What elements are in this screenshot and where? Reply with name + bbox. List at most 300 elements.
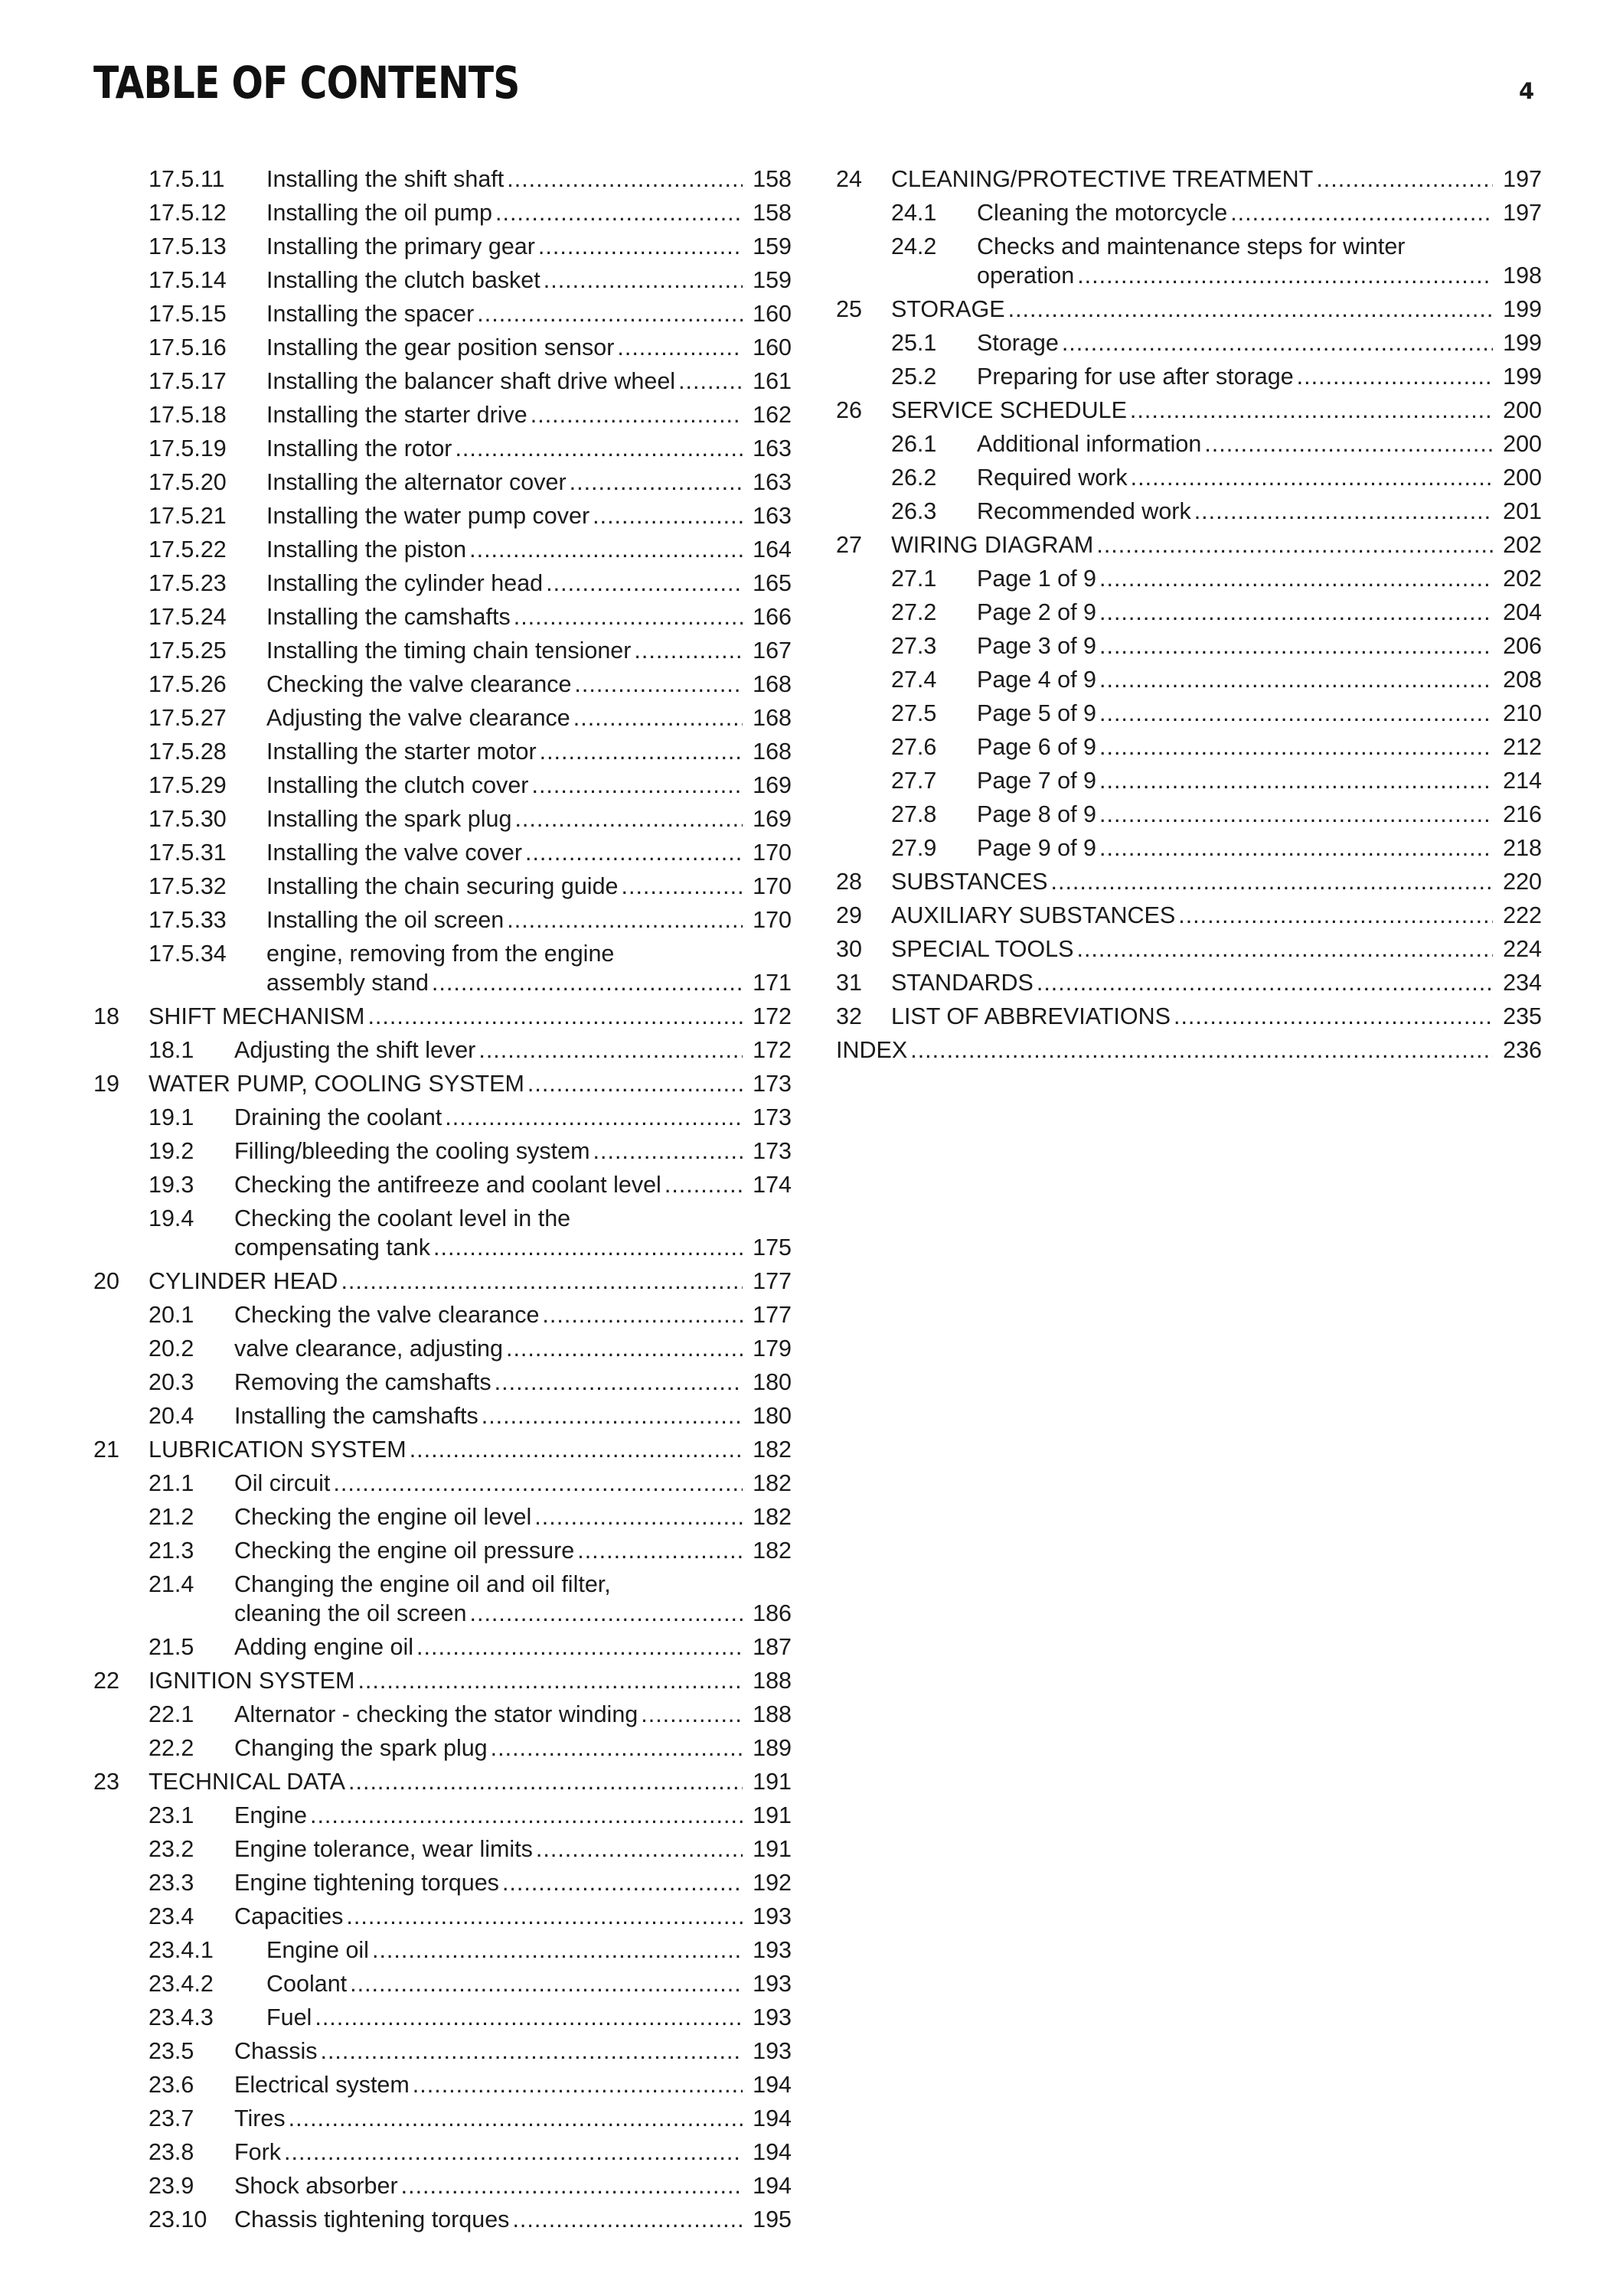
toc-entry[interactable] bbox=[93, 2169, 792, 2203]
page-title: TABLE OF CONTENTS bbox=[93, 57, 520, 109]
toc-entry-title: Installing the piston bbox=[266, 536, 467, 563]
dot-leader bbox=[593, 1134, 743, 1168]
dot-leader bbox=[410, 1433, 743, 1466]
dot-leader bbox=[495, 1365, 743, 1399]
toc-entry-title: Page 9 of 9 bbox=[977, 835, 1097, 861]
toc-entry-page: 200 bbox=[1503, 431, 1542, 457]
toc-entry-page: 193 bbox=[753, 1903, 792, 1929]
toc-entry-page: 180 bbox=[753, 1369, 792, 1395]
toc-entry-page: 165 bbox=[753, 570, 792, 596]
toc-entry-number: 23.6 bbox=[149, 2072, 194, 2098]
dot-leader bbox=[1096, 528, 1493, 562]
dot-leader bbox=[531, 768, 743, 802]
toc-entry-page: 163 bbox=[753, 435, 792, 461]
toc-entry-page: 182 bbox=[753, 1470, 792, 1496]
toc-entry-number: 23.2 bbox=[149, 1836, 194, 1862]
dot-leader bbox=[1204, 427, 1493, 461]
toc-entry[interactable] bbox=[93, 802, 792, 836]
toc-entry-number: 21.5 bbox=[149, 1634, 194, 1660]
dot-leader bbox=[367, 1000, 743, 1033]
toc-entry-page: 208 bbox=[1503, 667, 1542, 693]
toc-entry[interactable] bbox=[836, 629, 1542, 663]
toc-entry-title: Engine tolerance, wear limits bbox=[234, 1836, 533, 1862]
toc-entry-title: CYLINDER HEAD bbox=[149, 1268, 338, 1294]
toc-entry-number: 28 bbox=[836, 869, 862, 895]
toc-entry-page: 174 bbox=[753, 1172, 792, 1198]
toc-entry-number: 26.1 bbox=[891, 431, 937, 457]
toc-entry-number: 17.5.32 bbox=[149, 873, 227, 899]
toc-entry[interactable] bbox=[93, 1567, 792, 1630]
toc-entry[interactable] bbox=[93, 836, 792, 869]
toc-entry-title: Installing the spark plug bbox=[266, 806, 512, 832]
dot-leader bbox=[478, 1033, 743, 1067]
toc-entry-number: 17.5.31 bbox=[149, 840, 227, 866]
toc-entry[interactable] bbox=[836, 1000, 1542, 1033]
toc-entry[interactable] bbox=[93, 1134, 792, 1168]
toc-entry[interactable] bbox=[93, 1202, 792, 1264]
toc-entry[interactable] bbox=[93, 1933, 792, 1967]
dot-leader bbox=[1099, 797, 1493, 831]
toc-entry-title: Installing the primary gear bbox=[266, 233, 535, 259]
toc-entry-title: Recommended work bbox=[977, 498, 1191, 524]
toc-entry-number: 17.5.11 bbox=[149, 166, 225, 192]
toc-entry[interactable] bbox=[93, 1832, 792, 1866]
toc-entry-title: Installing the spacer bbox=[266, 301, 475, 327]
toc-entry-title: Chassis bbox=[234, 2038, 318, 2064]
toc-entry-number: 19.2 bbox=[149, 1138, 194, 1164]
toc-entry-number: 27.8 bbox=[891, 801, 937, 827]
toc-entry-number: 19.4 bbox=[149, 1205, 194, 1231]
dot-leader bbox=[1230, 196, 1493, 230]
toc-entry-number: 21.2 bbox=[149, 1504, 194, 1530]
toc-entry[interactable] bbox=[93, 1664, 792, 1698]
toc-entry-number: 20 bbox=[93, 1268, 119, 1294]
dot-leader bbox=[617, 331, 743, 364]
toc-entry[interactable] bbox=[93, 162, 792, 196]
dot-leader bbox=[573, 701, 743, 735]
dot-leader bbox=[546, 566, 743, 600]
toc-entry[interactable] bbox=[836, 797, 1542, 831]
toc-entry-title: Page 5 of 9 bbox=[977, 700, 1097, 726]
toc-entry-number: 24 bbox=[836, 166, 862, 192]
toc-entry-page: 180 bbox=[753, 1403, 792, 1429]
toc-entry-page: 202 bbox=[1503, 532, 1542, 558]
toc-entry-page: 159 bbox=[753, 267, 792, 293]
dot-leader bbox=[525, 836, 743, 869]
dot-leader bbox=[401, 2169, 743, 2203]
dot-leader bbox=[432, 966, 743, 1000]
toc-entry-page: 194 bbox=[753, 2173, 792, 2199]
toc-entry[interactable] bbox=[836, 427, 1542, 461]
toc-entry-page: 214 bbox=[1503, 768, 1542, 794]
dot-leader bbox=[348, 1765, 743, 1799]
dot-leader bbox=[527, 1067, 743, 1101]
toc-entry-page: 160 bbox=[753, 334, 792, 360]
toc-entry-number: 17.5.13 bbox=[149, 233, 227, 259]
toc-entry-page: 162 bbox=[753, 402, 792, 428]
toc-entry[interactable] bbox=[93, 297, 792, 331]
toc-entry-number: 17.5.28 bbox=[149, 739, 227, 765]
toc-entry-number: 17.5.29 bbox=[149, 772, 227, 798]
toc-entry-page: 158 bbox=[753, 200, 792, 226]
toc-entry-title: Checking the antifreeze and coolant level bbox=[234, 1172, 661, 1198]
toc-entry-page: 189 bbox=[753, 1735, 792, 1761]
toc-entry[interactable] bbox=[836, 899, 1542, 932]
toc-entry[interactable] bbox=[836, 494, 1542, 528]
toc-entry[interactable] bbox=[93, 331, 792, 364]
toc-entry[interactable] bbox=[93, 566, 792, 600]
toc-entry-number: 27.9 bbox=[891, 835, 937, 861]
toc-entry-title: CLEANING/PROTECTIVE TREATMENT bbox=[891, 166, 1314, 192]
toc-entry-page: 204 bbox=[1503, 599, 1542, 625]
toc-entry-title-line1: Changing the engine oil and oil filter, bbox=[234, 1571, 611, 1597]
dot-leader bbox=[577, 1534, 743, 1567]
toc-entry-title: Page 3 of 9 bbox=[977, 633, 1097, 659]
toc-entry[interactable] bbox=[93, 499, 792, 533]
dot-leader bbox=[1174, 1000, 1493, 1033]
toc-entry-page: 170 bbox=[753, 840, 792, 866]
toc-entry-title: Storage bbox=[977, 330, 1059, 356]
toc-entry[interactable] bbox=[93, 364, 792, 398]
toc-entry[interactable] bbox=[93, 2034, 792, 2068]
toc-entry-number: 26 bbox=[836, 397, 862, 423]
toc-entry-page: 177 bbox=[753, 1268, 792, 1294]
dot-leader bbox=[284, 2135, 743, 2169]
toc-entry[interactable] bbox=[93, 1264, 792, 1298]
dot-leader bbox=[470, 1596, 743, 1630]
toc-entry-title: Installing the camshafts bbox=[234, 1403, 478, 1429]
toc-entry-number: 27.7 bbox=[891, 768, 937, 794]
dot-leader bbox=[1008, 292, 1493, 326]
toc-entry-number: 20.2 bbox=[149, 1336, 194, 1362]
toc-entry-title: Installing the starter motor bbox=[266, 739, 537, 765]
toc-entry-page: 182 bbox=[753, 1437, 792, 1463]
toc-entry-title: Installing the balancer shaft drive wheel bbox=[266, 368, 676, 394]
toc-entry[interactable] bbox=[836, 196, 1542, 230]
toc-entry[interactable] bbox=[836, 230, 1542, 292]
toc-entry-page: 161 bbox=[753, 368, 792, 394]
toc-entry-number: 23.4.1 bbox=[149, 1937, 214, 1963]
toc-entry-page: 171 bbox=[753, 970, 792, 996]
toc-entry-number: 22.2 bbox=[149, 1735, 194, 1761]
toc-entry[interactable] bbox=[836, 831, 1542, 865]
toc-entry[interactable] bbox=[836, 393, 1542, 427]
toc-entry[interactable] bbox=[93, 1000, 792, 1033]
toc-entry-title: INDEX bbox=[836, 1037, 908, 1063]
toc-entry[interactable] bbox=[93, 1500, 792, 1534]
toc-entry-number: 21.1 bbox=[149, 1470, 194, 1496]
dot-leader bbox=[1077, 259, 1493, 292]
toc-entry[interactable] bbox=[93, 1433, 792, 1466]
dot-leader bbox=[507, 903, 743, 937]
toc-entry-number: 20.3 bbox=[149, 1369, 194, 1395]
toc-entry-title: Installing the clutch cover bbox=[266, 772, 529, 798]
toc-entry[interactable] bbox=[836, 966, 1542, 1000]
dot-leader bbox=[514, 802, 743, 836]
toc-entry-number: 17.5.19 bbox=[149, 435, 227, 461]
toc-entry-title: IGNITION SYSTEM bbox=[149, 1668, 355, 1694]
toc-entry[interactable] bbox=[93, 2203, 792, 2236]
toc-entry-title: SUBSTANCES bbox=[891, 869, 1048, 895]
toc-entry-page: 173 bbox=[753, 1138, 792, 1164]
toc-entry-page: 172 bbox=[753, 1037, 792, 1063]
toc-entry[interactable] bbox=[93, 432, 792, 465]
toc-entry[interactable] bbox=[836, 696, 1542, 730]
toc-entry[interactable] bbox=[93, 1731, 792, 1765]
dot-leader bbox=[910, 1033, 1493, 1067]
toc-entry-number: 17.5.26 bbox=[149, 671, 227, 697]
toc-entry-page: 170 bbox=[753, 873, 792, 899]
toc-entry[interactable] bbox=[93, 2068, 792, 2102]
toc-right-column bbox=[836, 162, 1542, 1067]
toc-entry[interactable] bbox=[93, 230, 792, 263]
toc-entry-title: Additional information bbox=[977, 431, 1202, 457]
toc-entry[interactable] bbox=[836, 663, 1542, 696]
toc-entry[interactable] bbox=[93, 869, 792, 903]
toc-entry[interactable] bbox=[93, 1630, 792, 1664]
dot-leader bbox=[570, 465, 743, 499]
toc-entry-title: Changing the spark plug bbox=[234, 1735, 488, 1761]
toc-entry-number: 21.4 bbox=[149, 1571, 194, 1597]
toc-entry-number: 23.1 bbox=[149, 1802, 194, 1828]
toc-entry[interactable] bbox=[836, 360, 1542, 393]
toc-entry-number: 23.5 bbox=[149, 2038, 194, 2064]
dot-leader bbox=[634, 634, 743, 667]
toc-entry-number: 17.5.21 bbox=[149, 503, 227, 529]
dot-leader bbox=[1062, 326, 1493, 360]
dot-leader bbox=[482, 1399, 743, 1433]
dot-leader bbox=[544, 263, 743, 297]
toc-entry-title: Engine oil bbox=[266, 1937, 369, 1963]
toc-entry-page: 197 bbox=[1503, 166, 1542, 192]
toc-entry-number: 19 bbox=[93, 1071, 119, 1097]
toc-entry-number: 25.2 bbox=[891, 364, 937, 390]
toc-entry-page: 199 bbox=[1503, 364, 1542, 390]
toc-entry[interactable] bbox=[93, 1168, 792, 1202]
dot-leader bbox=[536, 1832, 743, 1866]
dot-leader bbox=[542, 1298, 743, 1332]
toc-entry-number: 17.5.22 bbox=[149, 536, 227, 563]
toc-entry[interactable] bbox=[93, 1399, 792, 1433]
dot-leader bbox=[1131, 461, 1493, 494]
dot-leader bbox=[1194, 494, 1493, 528]
toc-entry-page: 173 bbox=[753, 1104, 792, 1130]
toc-entry-title: Checking the engine oil level bbox=[234, 1504, 532, 1530]
toc-entry-page: 166 bbox=[753, 604, 792, 630]
toc-entry-number: 17.5.34 bbox=[149, 941, 227, 967]
toc-entry[interactable] bbox=[93, 903, 792, 937]
toc-entry[interactable] bbox=[93, 1101, 792, 1134]
toc-entry-page: 191 bbox=[753, 1769, 792, 1795]
toc-entry-page: 182 bbox=[753, 1538, 792, 1564]
toc-entry[interactable] bbox=[93, 600, 792, 634]
toc-entry-number: 23.9 bbox=[149, 2173, 194, 2199]
toc-entry-number: 20.4 bbox=[149, 1403, 194, 1429]
toc-entry-title: Adding engine oil bbox=[234, 1634, 414, 1660]
toc-entry-title: AUXILIARY SUBSTANCES bbox=[891, 902, 1176, 928]
toc-entry-number: 17.5.30 bbox=[149, 806, 227, 832]
toc-entry[interactable] bbox=[836, 932, 1542, 966]
toc-entry[interactable] bbox=[93, 701, 792, 735]
dot-leader bbox=[534, 1500, 743, 1534]
toc-entry-page: 167 bbox=[753, 638, 792, 664]
dot-leader bbox=[1076, 932, 1493, 966]
toc-entry-title: Page 7 of 9 bbox=[977, 768, 1097, 794]
toc-entry[interactable] bbox=[93, 735, 792, 768]
toc-entry-page: 200 bbox=[1503, 397, 1542, 423]
toc-entry-number: 23.10 bbox=[149, 2206, 207, 2232]
dot-leader bbox=[506, 1332, 743, 1365]
toc-entry[interactable] bbox=[93, 1765, 792, 1799]
toc-entry[interactable] bbox=[836, 595, 1542, 629]
toc-entry[interactable] bbox=[93, 465, 792, 499]
toc-entry-title: Oil circuit bbox=[234, 1470, 331, 1496]
toc-entry-number: 17.5.14 bbox=[149, 267, 227, 293]
toc-entry[interactable] bbox=[836, 562, 1542, 595]
toc-entry[interactable] bbox=[93, 1332, 792, 1365]
toc-entry-title-line1: Checking the coolant level in the bbox=[234, 1205, 571, 1231]
toc-entry-number: 17.5.33 bbox=[149, 907, 227, 933]
toc-entry-title: Installing the oil pump bbox=[266, 200, 493, 226]
toc-entry-title: WATER PUMP, COOLING SYSTEM bbox=[149, 1071, 524, 1097]
toc-entry[interactable] bbox=[93, 398, 792, 432]
toc-entry[interactable] bbox=[836, 730, 1542, 764]
toc-entry[interactable] bbox=[93, 1033, 792, 1067]
toc-entry-number: 23.4.2 bbox=[149, 1971, 214, 1997]
toc-entry-title: Installing the clutch basket bbox=[266, 267, 540, 293]
toc-entry[interactable] bbox=[93, 1900, 792, 1933]
toc-entry-page: 200 bbox=[1503, 465, 1542, 491]
toc-entry-page: 224 bbox=[1503, 936, 1542, 962]
toc-entry-page: 163 bbox=[753, 503, 792, 529]
toc-entry[interactable] bbox=[93, 1298, 792, 1332]
toc-entry-title: TECHNICAL DATA bbox=[149, 1769, 346, 1795]
toc-entry-page: 198 bbox=[1503, 263, 1542, 289]
toc-entry-page: 169 bbox=[753, 806, 792, 832]
toc-entry[interactable] bbox=[93, 2001, 792, 2034]
toc-entry[interactable] bbox=[836, 162, 1542, 196]
toc-entry-title: Chassis tightening torques bbox=[234, 2206, 510, 2232]
toc-entry-title: Installing the timing chain tensioner bbox=[266, 638, 632, 664]
toc-entry-number: 18 bbox=[93, 1003, 119, 1029]
toc-entry-number: 20.1 bbox=[149, 1302, 194, 1328]
toc-entry-title-line1: Checks and maintenance steps for winter bbox=[977, 233, 1406, 259]
toc-entry[interactable] bbox=[93, 1866, 792, 1900]
toc-entry-number: 27.4 bbox=[891, 667, 937, 693]
toc-entry-page: 177 bbox=[753, 1302, 792, 1328]
dot-leader bbox=[372, 1933, 743, 1967]
toc-entry-page: 191 bbox=[753, 1802, 792, 1828]
toc-entry[interactable] bbox=[93, 1698, 792, 1731]
toc-entry[interactable] bbox=[93, 1067, 792, 1101]
toc-entry-number: 23.4 bbox=[149, 1903, 194, 1929]
toc-entry-page: 187 bbox=[753, 1634, 792, 1660]
dot-leader bbox=[1051, 865, 1493, 899]
toc-entry-title: Page 8 of 9 bbox=[977, 801, 1097, 827]
toc-entry[interactable] bbox=[836, 326, 1542, 360]
toc-entry-title: Installing the starter drive bbox=[266, 402, 527, 428]
toc-entry-number: 26.3 bbox=[891, 498, 937, 524]
dot-leader bbox=[512, 2203, 743, 2236]
toc-entry-page: 201 bbox=[1503, 498, 1542, 524]
dot-leader bbox=[433, 1231, 743, 1264]
toc-entry-page: 202 bbox=[1503, 566, 1542, 592]
dot-leader bbox=[531, 398, 743, 432]
toc-entry[interactable] bbox=[93, 1466, 792, 1500]
toc-entry-number: 32 bbox=[836, 1003, 862, 1029]
page-number: 4 bbox=[1519, 78, 1535, 104]
dot-leader bbox=[540, 735, 743, 768]
toc-entry-number: 23 bbox=[93, 1769, 119, 1795]
toc-entry-page: 160 bbox=[753, 301, 792, 327]
toc-entry-number: 23.7 bbox=[149, 2105, 194, 2131]
toc-entry[interactable] bbox=[93, 1967, 792, 2001]
toc-entry-title: SHIFT MECHANISM bbox=[149, 1003, 365, 1029]
toc-entry[interactable] bbox=[93, 1534, 792, 1567]
dot-leader bbox=[320, 2034, 743, 2068]
toc-entry[interactable] bbox=[93, 533, 792, 566]
dot-leader bbox=[1099, 663, 1493, 696]
toc-entry[interactable] bbox=[93, 2135, 792, 2169]
toc-entry-page: 193 bbox=[753, 2038, 792, 2064]
toc-entry-number: 23.3 bbox=[149, 1870, 194, 1896]
dot-leader bbox=[678, 364, 743, 398]
toc-entry-page: 193 bbox=[753, 1971, 792, 1997]
toc-entry[interactable] bbox=[836, 865, 1542, 899]
dot-leader bbox=[315, 2001, 743, 2034]
toc-entry-title: Fuel bbox=[266, 2004, 312, 2030]
toc-entry-title: Installing the oil screen bbox=[266, 907, 505, 933]
toc-entry-page: 220 bbox=[1503, 869, 1542, 895]
toc-entry-page: 163 bbox=[753, 469, 792, 495]
toc-entry-title: SPECIAL TOOLS bbox=[891, 936, 1074, 962]
toc-entry-number: 26.2 bbox=[891, 465, 937, 491]
toc-entry[interactable] bbox=[836, 764, 1542, 797]
toc-entry[interactable] bbox=[93, 937, 792, 1000]
toc-entry[interactable] bbox=[93, 1799, 792, 1832]
dot-leader bbox=[622, 869, 743, 903]
toc-entry-title: Tires bbox=[234, 2105, 286, 2131]
toc-entry-number: 17.5.24 bbox=[149, 604, 227, 630]
toc-entry[interactable] bbox=[93, 768, 792, 802]
dot-leader bbox=[538, 230, 743, 263]
toc-entry-page: 191 bbox=[753, 1836, 792, 1862]
toc-entry-title: Installing the alternator cover bbox=[266, 469, 567, 495]
toc-entry-number: 27.6 bbox=[891, 734, 937, 760]
toc-entry[interactable] bbox=[836, 292, 1542, 326]
toc-entry-number: 29 bbox=[836, 902, 862, 928]
toc-entry[interactable] bbox=[93, 196, 792, 230]
toc-entry[interactable] bbox=[836, 461, 1542, 494]
toc-entry-page: 182 bbox=[753, 1504, 792, 1530]
toc-entry-page: 168 bbox=[753, 739, 792, 765]
dot-leader bbox=[346, 1900, 743, 1933]
dot-leader bbox=[1316, 162, 1493, 196]
toc-entry-title-line1: engine, removing from the engine bbox=[266, 941, 615, 967]
toc-entry-number: 17.5.27 bbox=[149, 705, 227, 731]
toc-entry[interactable] bbox=[93, 263, 792, 297]
toc-entry[interactable] bbox=[93, 634, 792, 667]
toc-entry-page: 175 bbox=[753, 1234, 792, 1261]
toc-entry[interactable] bbox=[93, 1365, 792, 1399]
toc-entry[interactable] bbox=[93, 2102, 792, 2135]
dot-leader bbox=[491, 1731, 743, 1765]
toc-entry[interactable] bbox=[93, 667, 792, 701]
toc-entry[interactable] bbox=[836, 528, 1542, 562]
toc-entry-page: 170 bbox=[753, 907, 792, 933]
toc-entry-page: 235 bbox=[1503, 1003, 1542, 1029]
toc-entry[interactable] bbox=[836, 1033, 1542, 1067]
